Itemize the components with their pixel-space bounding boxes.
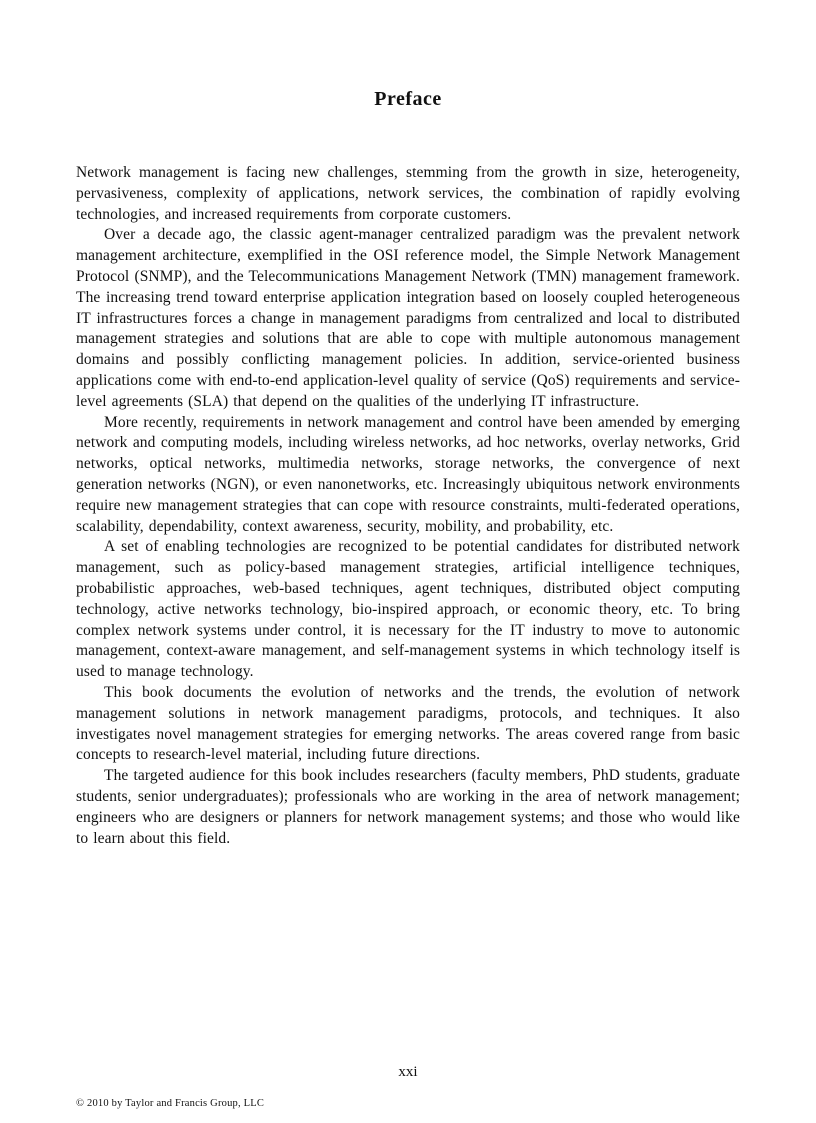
paragraph: Network management is facing new challenges, stemming from the growth in size, heterogeneity, pervasiveness, complexity of applications, network services, the combination of rapidly evolving technologies, and increased requirements from corporate customers. xyxy=(76,164,740,223)
page-title: Preface xyxy=(374,88,442,110)
paragraph: The targeted audience for this book includes researchers (faculty members, PhD students, graduate students, senior undergraduates); professionals who are working in the area of network management; engineers who are designers or planners for network management systems; and those who would like to learn about this field. xyxy=(76,767,740,847)
paragraph: This book documents the evolution of networks and the trends, the evolution of network management solutions in network management paradigms, protocols, and techniques. It also investigates novel management strategies for emerging networks. The areas covered range from basic concepts to research-level material, including future directions. xyxy=(76,683,740,764)
paragraph: More recently, requirements in network management and control have been amended by emerging network and computing models, including wireless networks, ad hoc networks, overlay networks, Grid networks, optical networks, multimedia networks, storage networks, the convergence of next generation networks (NGN), or even nanonetworks, etc. Increasingly ubiquitous network environments require new management strategies that can cope with resource constraints, multi-federated operations, scalability, dependability, context awareness, security, mobility, and probability, etc. xyxy=(76,413,740,535)
preface-body xyxy=(76,163,740,849)
page-number: xxi xyxy=(398,1064,418,1080)
copyright-notice: © 2010 by Taylor and Francis Group, LLC xyxy=(76,1098,265,1109)
paragraph: Over a decade ago, the classic agent-manager centralized paradigm was the prevalent network management architecture, exemplified in the OSI reference model, the Simple Network Management Protocol (SNMP), and the Telecommunications Management Network (TMN) management framework. The increasing trend toward enterprise application integration based on loosely coupled heterogeneous IT infrastructures forces a change in management paradigms from centralized and local to distributed management strategies and solutions that are able to cope with multiple autonomous management domains and possibly conflicting management policies. In addition, service-oriented business applications come with end-to-end application-level quality of service (QoS) requirements and service-level agreements (SLA) that depend on the qualities of the underlying IT infrastructure. xyxy=(76,226,740,410)
paragraph: A set of enabling technologies are recognized to be potential candidates for distributed network management, such as policy-based management strategies, artificial intelligence techniques, probabilistic approaches, web-based techniques, agent techniques, distributed object computing technology, active networks technology, bio-inspired approach, or economic theory, etc. To bring complex network systems under control, it is necessary for the IT industry to move to autonomic management, context-aware management, and self-management systems in which technology itself is used to manage technology. xyxy=(76,538,740,681)
